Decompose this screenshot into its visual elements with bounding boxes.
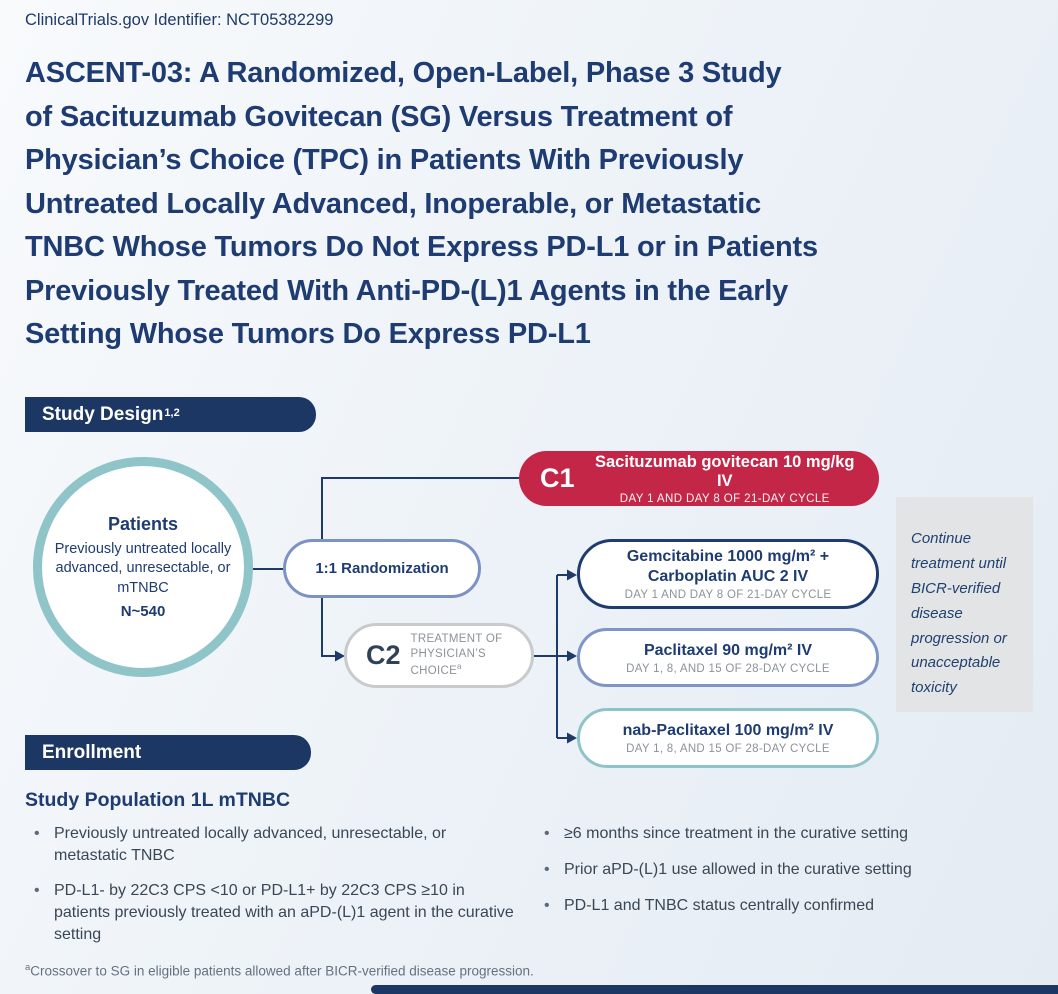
c2-footnote-superscript: a: [457, 662, 462, 672]
arm-schedule: DAY 1, 8, AND 15 OF 28-DAY CYCLE: [626, 743, 830, 755]
arm-drug: Paclitaxel 90 mg/m² IV: [643, 641, 813, 659]
clinicaltrials-identifier: ClinicalTrials.gov Identifier: NCT05382299: [25, 11, 334, 29]
section-reference-superscript: 1,2: [164, 406, 180, 419]
page-title-line: TNBC Whose Tumors Do Not Express PD-L1 or in Patients: [25, 231, 818, 263]
randomization-label: 1:1 Randomization: [315, 560, 449, 577]
footnote: [25, 962, 534, 979]
arm-drug: nab-Paclitaxel 100 mg/m² IV: [622, 722, 834, 739]
list-item: • PD-L1- by 22C3 CPS <10 or PD-L1+ by 22C3 CPS ≥10 in patients previously treated with an aPD-(L)1 agent in the curative setting: [30, 880, 522, 946]
continue-treatment-note: Continue treatment until BICR-verified disease progression or unacceptable toxicity: [896, 497, 1033, 712]
footnote-superscript: a: [25, 962, 31, 973]
list-item: • PD-L1 and TNBC status centrally confirmed: [540, 895, 1040, 917]
arm-schedule: DAY 1, 8, AND 15 OF 28-DAY CYCLE: [626, 662, 830, 675]
tpc-arm-nab-paclitaxel: [577, 708, 879, 768]
c1-arm-pill: [519, 451, 879, 506]
section-label: Study Design: [42, 403, 164, 425]
page-title-line: of Sacituzumab Govitecan (SG) Versus Treatment of: [25, 100, 733, 133]
list-item: • ≥6 months since treatment in the curative setting: [540, 823, 1040, 845]
list-item: • Previously untreated locally advanced, unresectable, or metastatic TNBC: [30, 823, 522, 867]
page-title-line: Previously Treated With Anti-PD-(L)1 Agents in the Early: [25, 274, 789, 307]
section-header-study-design: [25, 397, 316, 432]
page-title-line: Untreated Locally Advanced, Inoperable, or Metastatic: [25, 187, 762, 220]
enrollment-bullets-left: [30, 823, 522, 959]
patients-sample-size: N~540: [120, 603, 166, 621]
page-title-line: ASCENT-03: A Randomized, Open-Label, Phase 3 Study: [25, 57, 782, 89]
c2-code: C2: [366, 640, 401, 670]
c2-label: TREATMENT OF PHYSICIAN’S CHOICE$^a$: [410, 633, 503, 677]
patients-circle: [33, 457, 253, 677]
section-label: Enrollment: [42, 741, 142, 763]
footer-bar: [371, 985, 1058, 994]
page-title-line: Setting Whose Tumors Do Express PD-L1: [25, 318, 591, 350]
study-population-heading: Study Population 1L mTNBC: [25, 789, 291, 811]
footnote-text: Crossover to SG in eligible patients allowed after BICR-verified disease progression.: [30, 963, 534, 979]
c1-text: [587, 453, 879, 505]
section-header-enrollment: [25, 735, 311, 770]
patients-title: Patients: [107, 513, 179, 534]
enrollment-bullets-right: [540, 823, 1040, 931]
list-item: • Prior aPD-(L)1 use allowed in the curative setting: [540, 859, 1040, 881]
patients-description: Previously untreated locally advanced, unresectable, or mTNBC: [54, 540, 232, 596]
page-title: [25, 52, 818, 357]
tpc-arm-paclitaxel: [577, 628, 879, 687]
arm-schedule: DAY 1 AND DAY 8 OF 21-DAY CYCLE: [624, 589, 832, 601]
c1-code: C1: [540, 463, 575, 493]
c2-arm-pill: [344, 623, 534, 688]
c1-schedule: DAY 1 AND DAY 8 OF 21-DAY CYCLE: [619, 492, 830, 505]
c1-drug: Sacituzumab govitecan 10 mg/kg IV: [595, 452, 855, 490]
tpc-arm-gemcitabine-carboplatin: [577, 539, 879, 609]
arm-drug: Carboplatin AUC 2 IV: [647, 568, 809, 585]
page-title-line: Physician’s Choice (TPC) in Patients With Previously: [25, 144, 744, 176]
arm-drug: Gemcitabine 1000 mg/m² +: [626, 548, 830, 565]
randomization-pill: [283, 539, 481, 598]
